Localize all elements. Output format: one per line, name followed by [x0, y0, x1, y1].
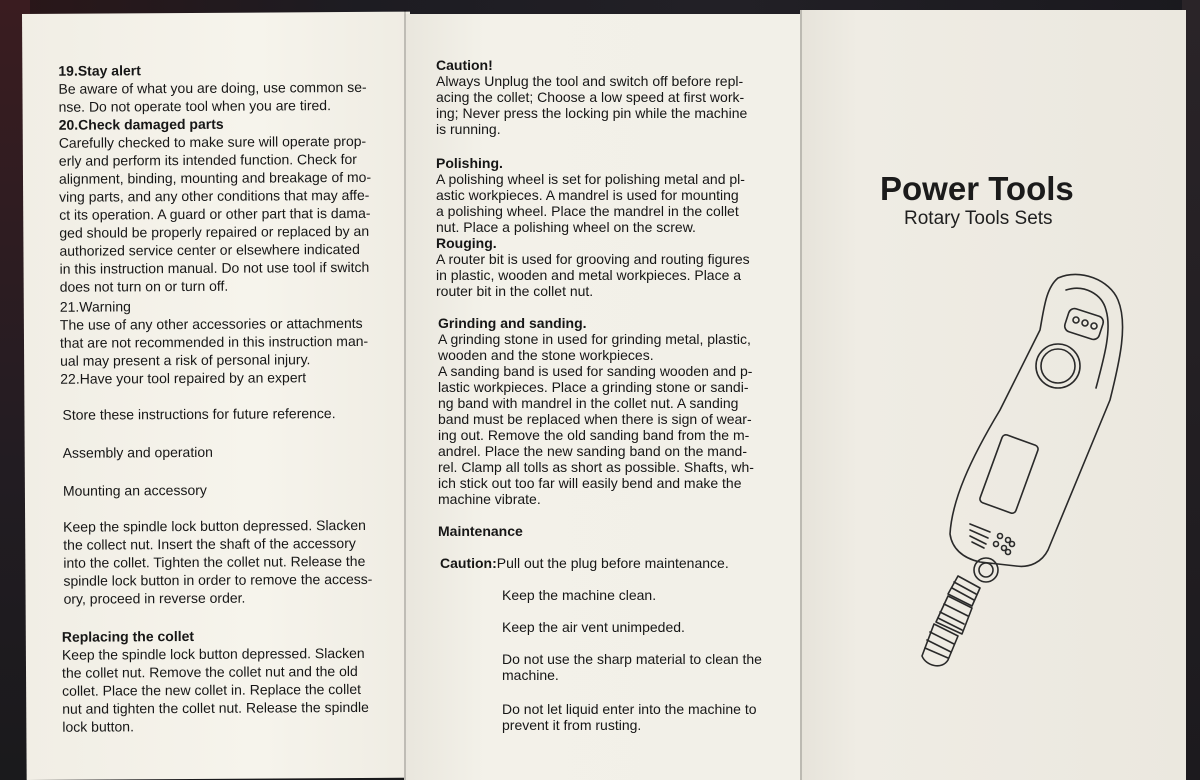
store-instructions: Store these instructions for future reference.	[62, 405, 336, 423]
heading-maintenance: Maintenance	[438, 523, 523, 539]
para-line: ged should be properly repaired or replaced by an	[59, 222, 370, 241]
para-line: spindle lock button in order to remove the access-	[63, 570, 373, 589]
para-line: Always Unplug the tool and switch off before repl-	[436, 73, 744, 89]
caution-line	[440, 554, 729, 572]
para-line: into the collet. Tighten the collet nut. Release the	[63, 552, 366, 571]
para-line: collet. Place the new collet in. Replace the collet	[62, 680, 362, 699]
para-line: Be aware of what you are doing, use common se-	[58, 78, 367, 97]
para-line: machine vibrate.	[438, 491, 541, 507]
brochure-panel-right	[800, 10, 1186, 780]
para-line: wooden and the stone workpieces.	[438, 347, 654, 363]
para-line: Do not let liquid enter into the machine to	[502, 701, 757, 717]
para-line: router bit in the collet nut.	[436, 283, 594, 299]
keep-vent: Keep the air vent unimpeded.	[502, 619, 685, 635]
para-line: prevent it from rusting.	[502, 717, 642, 733]
heading-mounting: Mounting an accessory	[62, 481, 207, 499]
fold-line	[404, 10, 406, 780]
para-line: ing out. Remove the old sanding band from the m-	[438, 427, 750, 443]
para-line: ng band with mandrel in the collet nut. A sanding	[438, 395, 739, 411]
heading-stay-alert: 19.Stay alert	[58, 62, 141, 79]
para-line: machine.	[502, 667, 559, 683]
para-line: lastic workpieces. Place a grinding stone or sandi-	[438, 379, 749, 395]
para-line: ory, proceed in reverse order.	[63, 589, 246, 607]
para-line: A sanding band is used for sanding wooden and p-	[438, 363, 753, 379]
para-line: A polishing wheel is set for polishing metal and pl-	[436, 171, 745, 187]
para-line: lock button.	[62, 718, 135, 735]
para-line: ct its operation. A guard or other part that is dama-	[59, 204, 371, 223]
para-line: nut. Place a polishing wheel on the screw.	[436, 219, 696, 235]
heading-rouging: Rouging.	[436, 235, 497, 251]
cover-subtitle: Rotary Tools Sets	[904, 208, 1053, 229]
heading-grinding: Grinding and sanding.	[438, 315, 587, 331]
keep-clean: Keep the machine clean.	[502, 587, 657, 603]
para-line: is running.	[436, 121, 501, 137]
para-line: ving parts, and any other conditions that may affe-	[59, 186, 370, 205]
cover-title: Power Tools	[880, 170, 1074, 207]
para-line: andrel. Place the new sanding band on the mand-	[438, 443, 747, 459]
heading-polishing: Polishing.	[436, 155, 503, 171]
para-line: nut and tighten the collet nut. Release the spindle	[62, 698, 369, 717]
para-line: ich stick out too far will easily bend and make the	[438, 475, 742, 491]
para-line: acing the collet; Choose a low speed at first work-	[436, 89, 745, 105]
rotary-tool-icon	[830, 260, 1150, 680]
caution-text: Pull out the plug before maintenance.	[496, 555, 729, 571]
heading-repaired-expert: 22.Have your tool repaired by an expert	[60, 369, 307, 387]
para-line: erly and perform its intended function. Check for	[58, 150, 357, 169]
para-line: Carefully checked to make sure will operate prop-	[58, 132, 367, 151]
para-line: alignment, binding, mounting and breakage of mo-	[58, 168, 372, 187]
heading-warning: 21.Warning	[59, 298, 131, 315]
para-line: ual may present a risk of personal injury.	[60, 351, 311, 369]
para-line: Do not use the sharp material to clean the	[502, 651, 762, 667]
para-line: authorized service center or elsewhere indicated	[59, 240, 360, 259]
para-line: a polishing wheel. Place the mandrel in the collet	[436, 203, 739, 219]
brochure-panel-middle	[404, 14, 804, 780]
fold-line	[800, 10, 802, 780]
para-line: Keep the spindle lock button depressed. Slacken	[61, 644, 365, 663]
para-line: does not turn on or turn off.	[59, 277, 229, 295]
heading-caution: Caution!	[436, 57, 493, 73]
para-line: ing; Never press the locking pin while the machine	[436, 105, 748, 121]
para-line: The use of any other accessories or attachments	[59, 314, 363, 333]
para-line: rel. Clamp all tolls as short as possible. Shafts, wh-	[438, 459, 754, 475]
heading-check-damaged: 20.Check damaged parts	[58, 115, 224, 133]
brochure-panel-left	[22, 12, 415, 780]
para-line: A router bit is used for grooving and routing figures	[436, 251, 750, 267]
caution-label: Caution:	[440, 555, 497, 571]
para-line: nse. Do not operate tool when you are tired.	[58, 97, 332, 115]
para-line: astic workpieces. A mandrel is used for mounting	[436, 187, 739, 203]
heading-assembly: Assembly and operation	[62, 443, 213, 461]
para-line: in plastic, wooden and metal workpieces. Place a	[436, 267, 742, 283]
para-line: that are not recommended in this instruction man-	[59, 332, 369, 351]
heading-replacing-collet: Replacing the collet	[61, 627, 195, 645]
para-line: the collet nut. Remove the collet nut and the old	[61, 662, 358, 681]
para-line: Keep the spindle lock button depressed. Slacken	[63, 516, 366, 535]
para-line: in this instruction manual. Do not use tool if switch	[59, 258, 370, 277]
para-line: the collect nut. Insert the shaft of the accessory	[63, 534, 356, 553]
para-line: A grinding stone in used for grinding metal, plastic,	[438, 331, 751, 347]
para-line: band must be replaced when there is sign of wear-	[438, 411, 752, 427]
